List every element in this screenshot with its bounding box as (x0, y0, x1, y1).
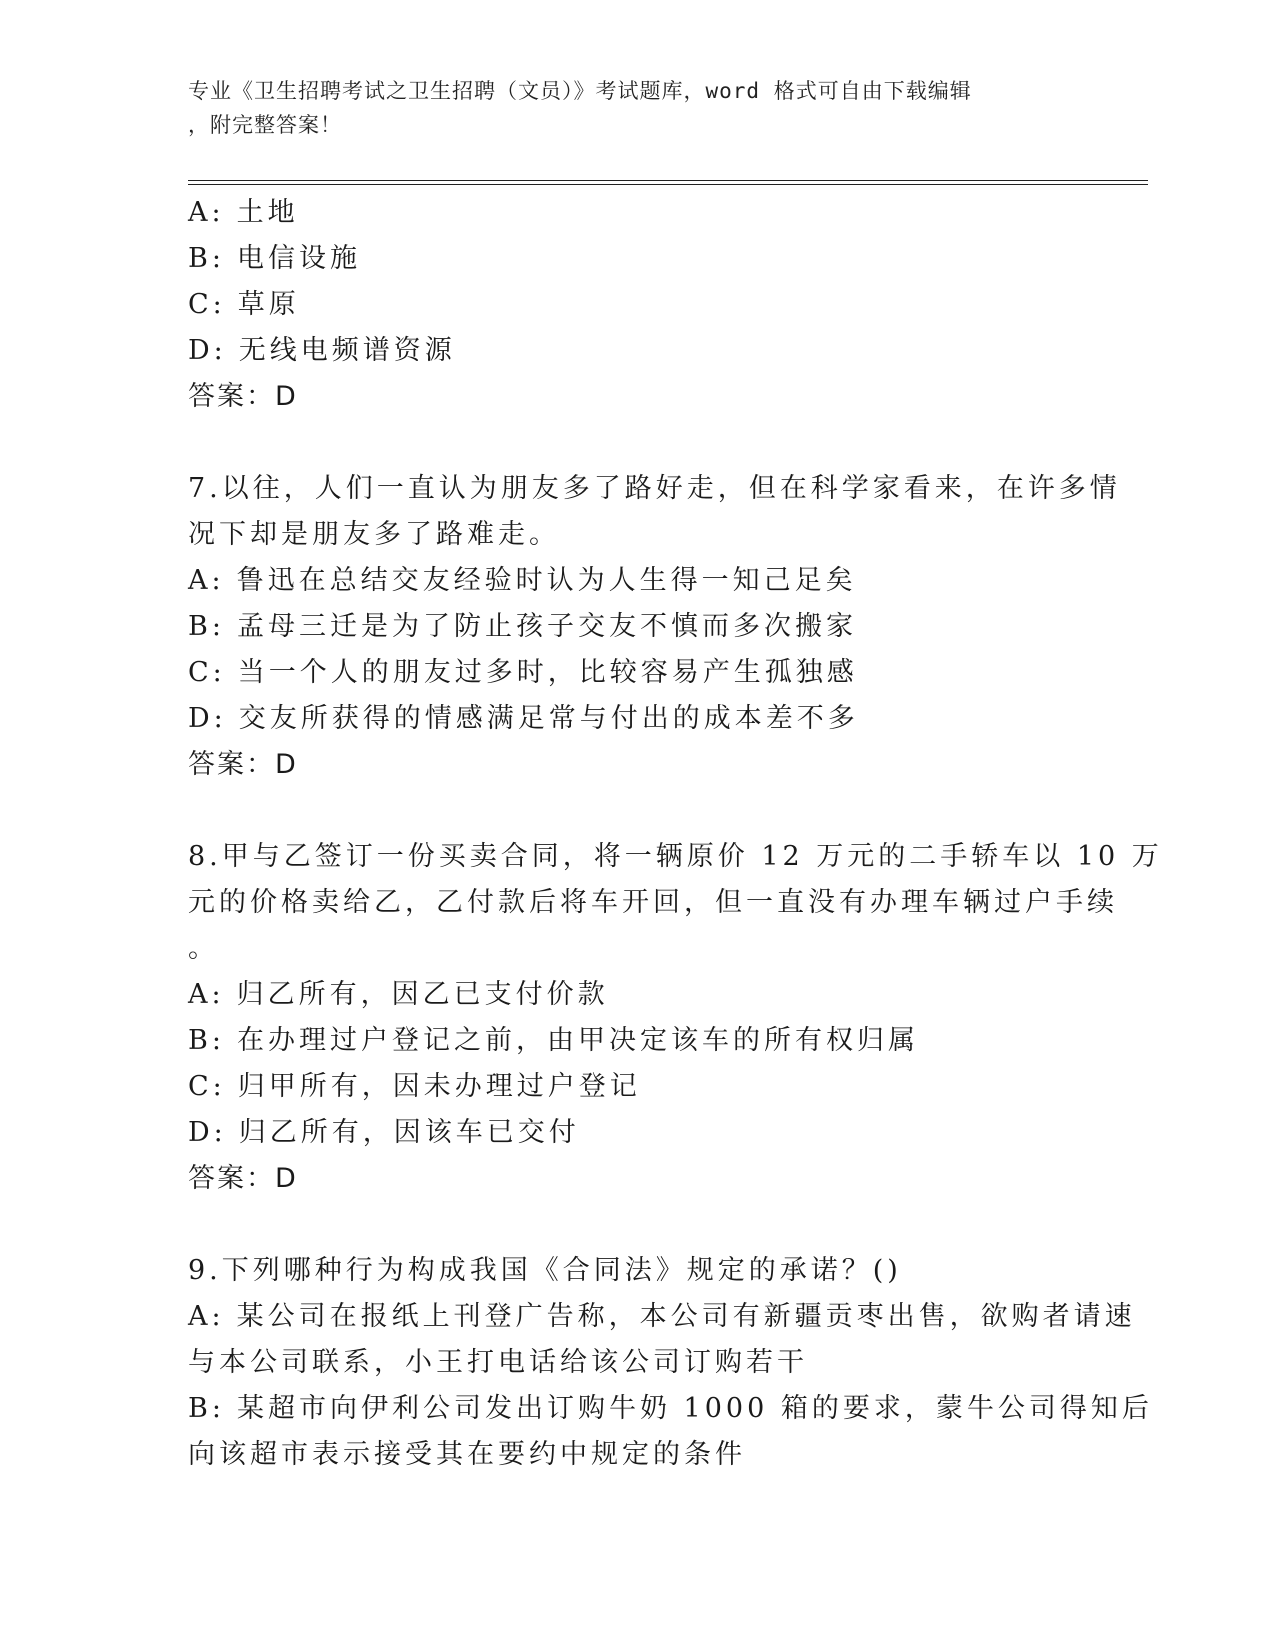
option-key: D: (188, 1117, 227, 1148)
option-text: 在办理过户登记之前，由甲决定该车的所有权归属 (236, 1025, 919, 1056)
question-8 (188, 834, 1163, 1202)
question-content (188, 190, 1163, 1478)
q7-stem-line-2: 况下却是朋友多了路难走。 (188, 519, 560, 550)
q8-stem-line-1: 8.甲与乙签订一份买卖合同，将一辆原价 12 万元的二手轿车以 10 万 (188, 841, 1163, 872)
option-key: A: (188, 1301, 225, 1332)
q9-stem-line-1: 9.下列哪种行为构成我国《合同法》规定的承诺？() (188, 1255, 902, 1286)
q6-option-c (188, 282, 1078, 328)
header-line-1: 专业《卫生招聘考试之卫生招聘（文员）》考试题库，word 格式可自由下载编辑 (188, 79, 972, 103)
q9-option-a-line-2: 与本公司联系，小王打电话给该公司订购若干 (188, 1347, 808, 1378)
option-text: 无线电频谱资源 (238, 335, 456, 366)
option-key: B: (188, 1025, 225, 1056)
question-7 (188, 466, 1121, 788)
q8-answer: 答案：D (188, 1163, 298, 1194)
option-key: C: (188, 1071, 226, 1102)
option-key: A: (188, 565, 225, 596)
q9-option-b-line-1 (188, 1386, 1153, 1432)
option-key: A: (188, 979, 225, 1010)
q8-option-d (188, 1110, 1078, 1156)
q7-answer: 答案：D (188, 749, 298, 780)
option-text: 归甲所有，因未办理过户登记 (237, 1071, 641, 1102)
option-key: D: (188, 703, 227, 734)
q9-option-a-line-1 (188, 1294, 1136, 1340)
option-key: B: (188, 1393, 225, 1424)
q6-option-a (188, 190, 1078, 236)
option-text: 归乙所有，因乙已支付价款 (236, 979, 609, 1010)
header-rule-bottom (188, 184, 1148, 185)
q8-option-a (188, 972, 1078, 1018)
q7-option-d (188, 696, 1078, 742)
q9-option-b-line-2: 向该超市表示接受其在要约中规定的条件 (188, 1439, 746, 1470)
q8-option-b (188, 1018, 1078, 1064)
option-key: A: (188, 197, 225, 228)
option-text: 草原 (237, 289, 300, 320)
q8-stem-line-3: 。 (188, 933, 219, 964)
option-text: 鲁迅在总结交友经验时认为人生得一知己足矣 (236, 565, 857, 596)
option-key: D: (188, 335, 227, 366)
option-text: 当一个人的朋友过多时，比较容易产生孤独感 (237, 657, 858, 688)
option-text: 孟母三迁是为了防止孩子交友不慎而多次搬家 (236, 611, 857, 642)
q8-stem-line-2: 元的价格卖给乙，乙付款后将车开回，但一直没有办理车辆过户手续 (188, 887, 1118, 918)
document-header (188, 74, 1088, 142)
spacer (188, 788, 1078, 834)
option-text: 某公司在报纸上刊登广告称，本公司有新疆贡枣出售，欲购者请速 (236, 1301, 1136, 1332)
header-line-2: ，附完整答案！ (188, 113, 342, 137)
q7-option-b (188, 604, 1078, 650)
q7-option-c (188, 650, 1078, 696)
option-text: 土地 (236, 197, 299, 228)
spacer (188, 420, 1078, 466)
option-key: C: (188, 657, 226, 688)
spacer (188, 1202, 1078, 1248)
q6-option-d (188, 328, 1078, 374)
q8-option-c (188, 1064, 1078, 1110)
q7-stem-line-1: 7.以往，人们一直认为朋友多了路好走，但在科学家看来，在许多情 (188, 473, 1121, 504)
option-text: 交友所获得的情感满足常与付出的成本差不多 (238, 703, 859, 734)
q6-option-b (188, 236, 1078, 282)
q7-option-a (188, 558, 1078, 604)
option-key: B: (188, 611, 225, 642)
option-text: 电信设施 (236, 243, 361, 274)
option-text: 某超市向伊利公司发出订购牛奶 1000 箱的要求，蒙牛公司得知后 (236, 1393, 1153, 1424)
question-9 (188, 1248, 1153, 1478)
option-key: B: (188, 243, 225, 274)
option-key: C: (188, 289, 226, 320)
header-rule-top (188, 180, 1148, 181)
question-6 (188, 190, 1078, 420)
q6-answer: 答案：D (188, 381, 298, 412)
option-text: 归乙所有，因该车已交付 (238, 1117, 580, 1148)
